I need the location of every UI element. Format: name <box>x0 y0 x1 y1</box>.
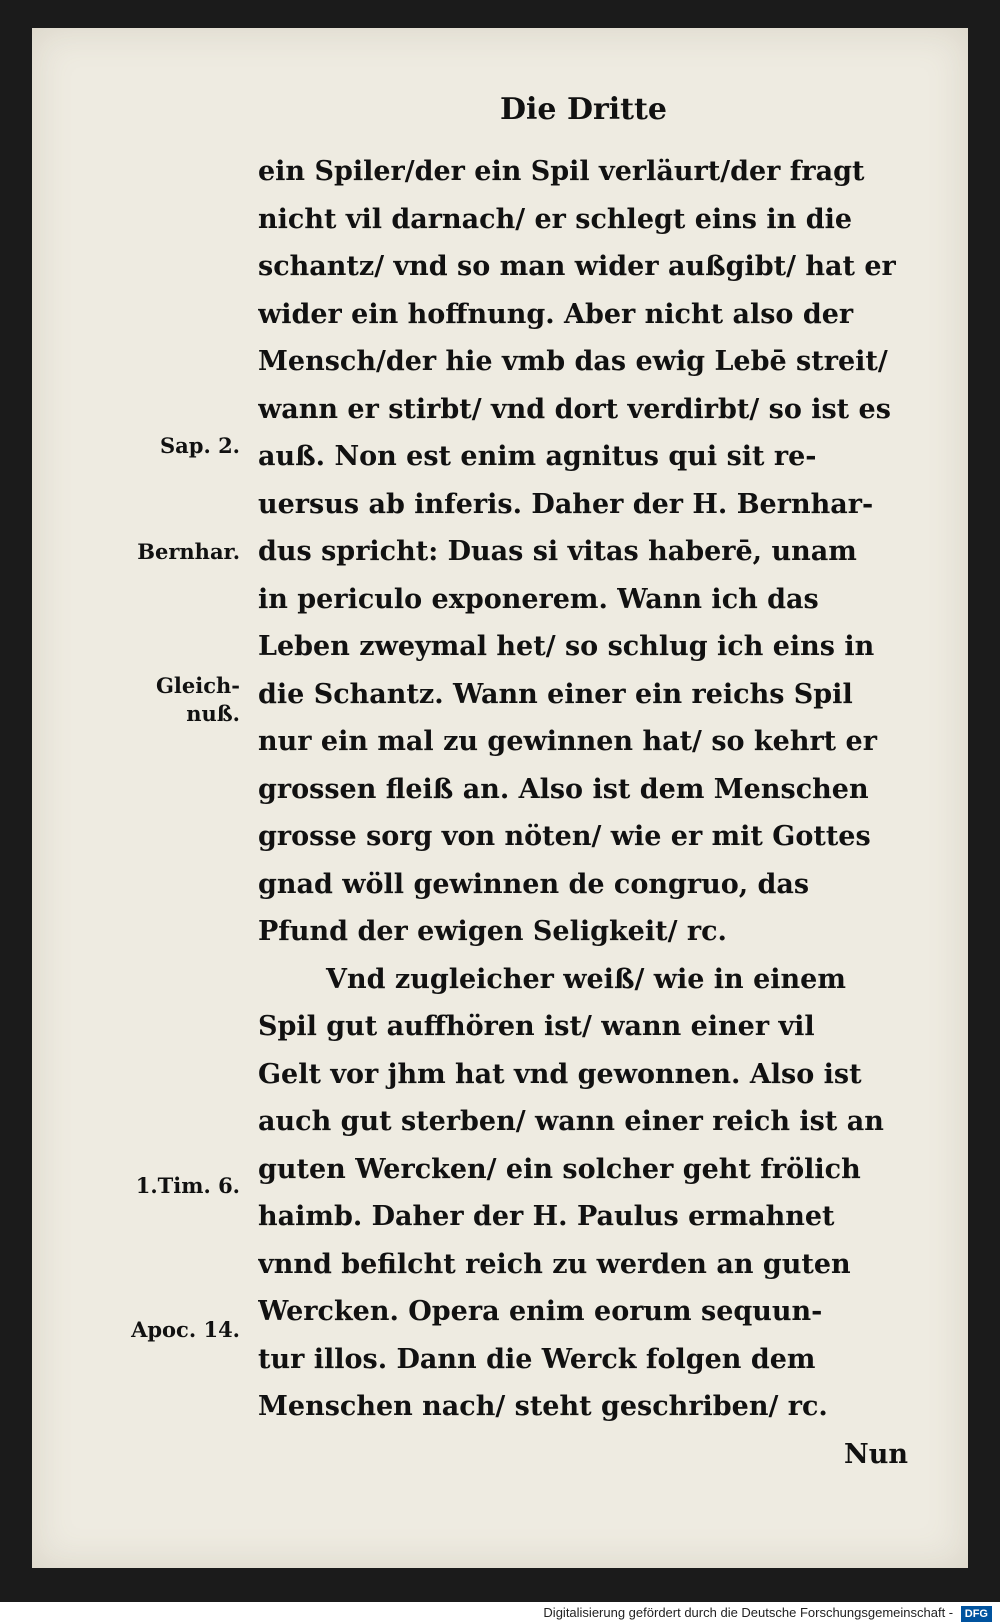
dfg-logo: DFG <box>961 1606 992 1622</box>
marginal-note-tim: 1.Tim. 6. <box>135 1173 240 1198</box>
text-line: tur illos. Dann die Werck folgen dem <box>258 1343 816 1375</box>
text-line: Pfund der ewigen Seligkeit/ rc. <box>258 916 727 947</box>
marginal-note-bernhar: Bernhar. <box>137 539 240 564</box>
text-line: wann er stirbt/ vnd dort verdirbt/ so ist es <box>258 393 891 425</box>
text-line: gnad wöll gewinnen de congruo, das <box>258 868 810 900</box>
text-line: grosse sorg von nöten/ wie er mit Gottes <box>258 821 871 852</box>
text-line: Leben zweymal het/ so schlug ich eins in <box>258 631 875 662</box>
footer-text: Digitalisierung gefördert durch die Deutsche Forschungsgemeinschaft - <box>543 1605 954 1620</box>
marginal-note-apoc: Apoc. 14. <box>131 1317 240 1342</box>
text-line: guten Wercken/ ein solcher geht frölich <box>258 1153 861 1185</box>
text-line: ein Spiler/der ein Spil verläurt/der fragt <box>258 156 865 187</box>
marginal-note-gleich: Gleich- <box>155 673 240 698</box>
catchword: Nun <box>844 1438 908 1470</box>
text-line: in periculo exponerem. Wann ich das <box>258 583 819 615</box>
text-line: Wercken. Opera enim eorum sequun- <box>258 1296 823 1327</box>
text-line: Mensch/der hie vmb das ewig Lebē streit/ <box>258 346 888 377</box>
text-line: Vnd zugleicher weiß/ wie in einem <box>326 963 846 995</box>
text-line: schantz/ vnd so man wider außgibt/ hat er <box>258 251 896 282</box>
text-line: nicht vil darnach/ er schlegt eins in die <box>258 203 853 235</box>
text-line: wider ein hoffnung. Aber nicht also der <box>258 298 854 330</box>
text-line: haimb. Daher der H. Paulus ermahnet <box>258 1201 835 1232</box>
text-line: Spil gut auffhören ist/ wann einer vil <box>258 1011 815 1042</box>
text-line: vnnd befilcht reich zu werden an guten <box>258 1248 851 1280</box>
text-line: die Schantz. Wann einer ein reichs Spil <box>258 678 853 710</box>
text-line: Menschen nach/ steht geschriben/ rc. <box>258 1391 828 1422</box>
running-head: Die Dritte <box>500 92 667 127</box>
digitization-footer <box>0 1602 1000 1624</box>
text-line: nur ein mal zu gewinnen hat/ so kehrt er <box>258 726 877 757</box>
text-line: dus spricht: Duas si vitas haberē, unam <box>258 536 857 567</box>
marginal-note-gleich-cont: nuß. <box>186 701 240 726</box>
body-text <box>258 148 938 1478</box>
text-line: grossen fleiß an. Also ist dem Menschen <box>258 773 869 805</box>
text-line: auch gut sterben/ wann einer reich ist an <box>258 1106 884 1137</box>
text-line: uersus ab inferis. Daher der H. Bernhar- <box>258 488 874 520</box>
text-line: auß. Non est enim agnitus qui sit re- <box>258 441 817 472</box>
text-line: Gelt vor jhm hat vnd gewonnen. Also ist <box>258 1058 862 1090</box>
marginal-note-sap: Sap. 2. <box>159 433 240 458</box>
